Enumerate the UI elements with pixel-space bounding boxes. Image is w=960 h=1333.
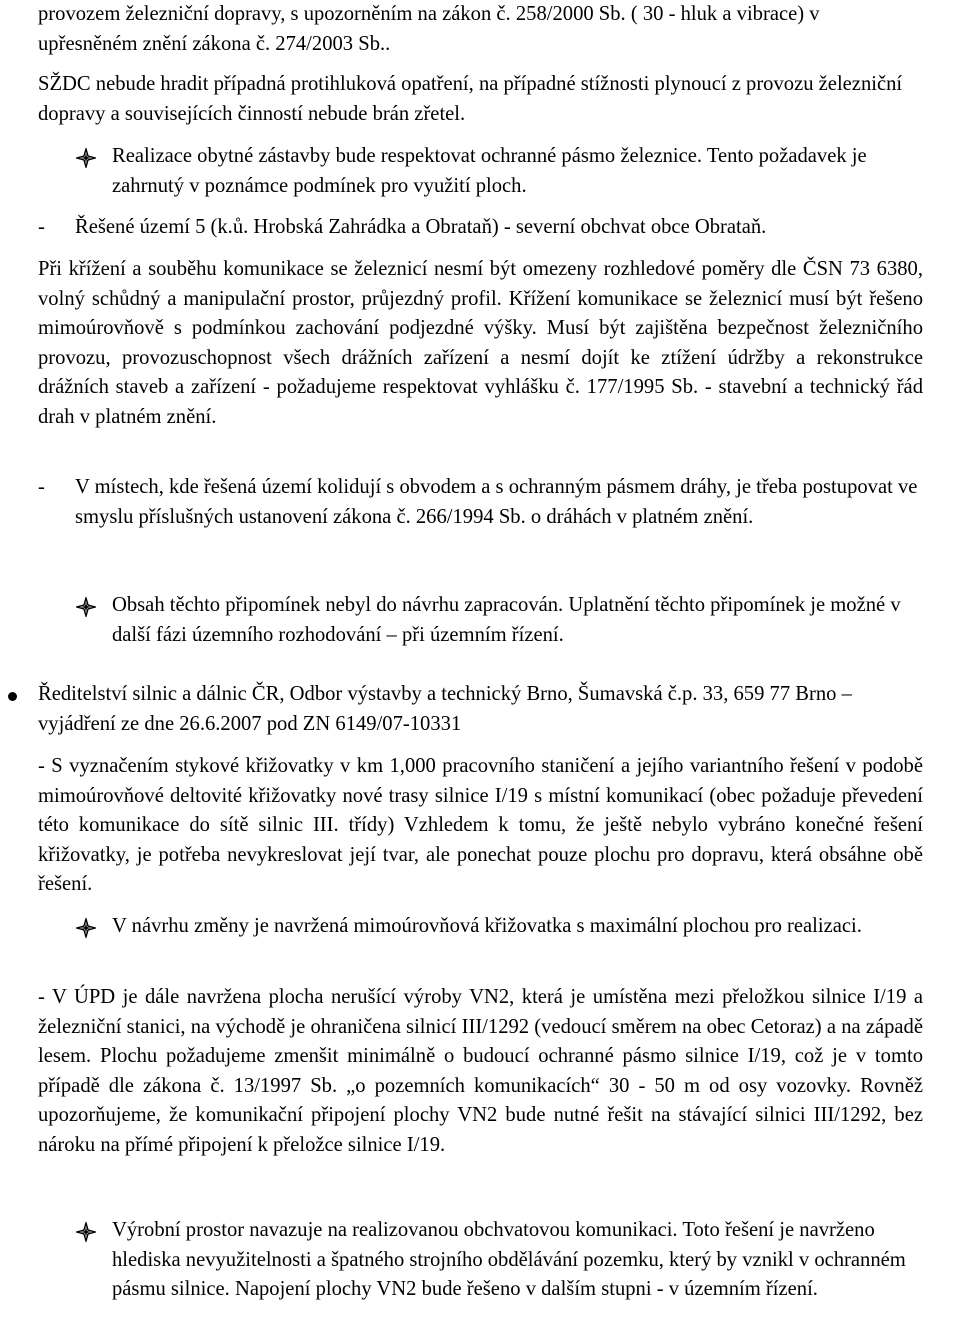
diamond-bullet-icon [76,1222,96,1242]
diamond-bullet-icon [76,148,96,168]
dash-item-2: - V místech, kde řešená území kolidují s obvodem a s ochranným pásmem dráhy, je třeba postupovat ve smyslu příslušných ustanovení zákona č. 266/1994 Sb. o dráhách v platném znění. [38,476,918,528]
bullet-main: Ředitelství silnic a dálnic ČR, Odbor výstavby a technický Brno, Šumavská č.p. 33, 659 77 Brno – vyjádření ze dne 26.6.2007 pod ZN 6149/07-10331 [38,680,923,739]
paragraph-4: - S vyznačením stykové křižovatky v km 1,000 pracovního staničení a jejího variantního řešení v podobě mimoúrovňové deltovité křižovatky nové trasy silnice I/19 s místní komunikací (obec požaduje převedení této komunikace do sítě silnic III. třídy) Vzhledem k tomu, že ještě nebylo vybráno konečné řešení křižovatky, je potřeba nevykreslovat její tvar, ale ponechat pouze plochu pro dopravu, která obsáhne obě řešení. [38,755,923,896]
diamond-bullet-icon [76,918,96,938]
paragraph-1: provozem železniční dopravy, s upozorněním na zákon č. 258/2000 Sb. ( 30 - hluk a vibrace) v upřesněném znění zákona č. 274/2003 Sb.. [38,3,820,55]
disc-bullet-icon [8,692,17,701]
paragraph-3: Při křížení a souběhu komunikace se železnicí nesmí být omezeny rozhledové poměry dle ČSN 73 6380, volný schůdný a manipulační prostor, průjezdný profil. Křížení komunikace se železnicí musí být řešeno mimoúrovňově s podmínkou zachování podjezdné výšky. Musí být zajištěna bezpečnost železničního provozu, provozuschopnost všech drážních zařízení a nesmí dojít ke ztížení údržby a rekonstrukce drážních staveb a zařízení - požadujeme respektovat vyhlášku č. 177/1995 Sb. - stavební a technický řád drah v platném znění. [38,258,923,428]
diamond-bullet-1: Realizace obytné zástavby bude respektovat ochranné pásmo železnice. Tento požadavek je zahrnutý v poznámce podmínek pro využití ploch. [112,142,922,201]
paragraph-2: SŽDC nebude hradit případná protihluková opatření, na případné stížnosti plynoucí z provozu železniční dopravy a souvisejících činností nebude brán zřetel. [38,73,903,125]
dash-item-1: - Řešené území 5 (k.ů. Hrobská Zahrádka a Obrataň) - severní obchvat obce Obrataň. [38,216,767,238]
diamond-bullet-icon [76,597,96,617]
diamond-bullet-3: V návrhu změny je navržená mimoúrovňová křižovatka s maximální plochou pro realizaci. [112,912,922,942]
diamond-bullet-2: Obsah těchto připomínek nebyl do návrhu zapracován. Uplatnění těchto připomínek je možné v další fázi územního rozhodování – při územním řízení. [112,591,922,650]
diamond-bullet-4: Výrobní prostor navazuje na realizovanou obchvatovou komunikaci. Toto řešení je navrženo hlediska nevyužitelnosti a špatného strojního obdělávání pozemku, který by vznikl v ochranném pásmu silnice. Napojení plochy VN2 bude řešeno v dalším stupni - v územním řízení. [112,1216,922,1305]
paragraph-5: - V ÚPD je dále navržena plocha nerušící výroby VN2, která je umístěna mezi přeložkou silnice I/19 a železniční stanici, na východě je ohraničena silnicí III/1292 (vedoucí směrem na obec Cetoraz) a na západě lesem. Plochu požadujeme zmenšit minimálně o budoucí ochranné pásmo silnice I/19, což je v tomto případě dle zákona č. 13/1997 Sb. „o pozemních komunikacích“ 30 - 50 m od osy vozovky. Rovněž upozorňujeme, že komunikační připojení plochy VN2 bude nutné řešit na stávající silnici III/1292, bez nároku na přímé připojení k přeložce silnice I/19. [38,986,923,1156]
